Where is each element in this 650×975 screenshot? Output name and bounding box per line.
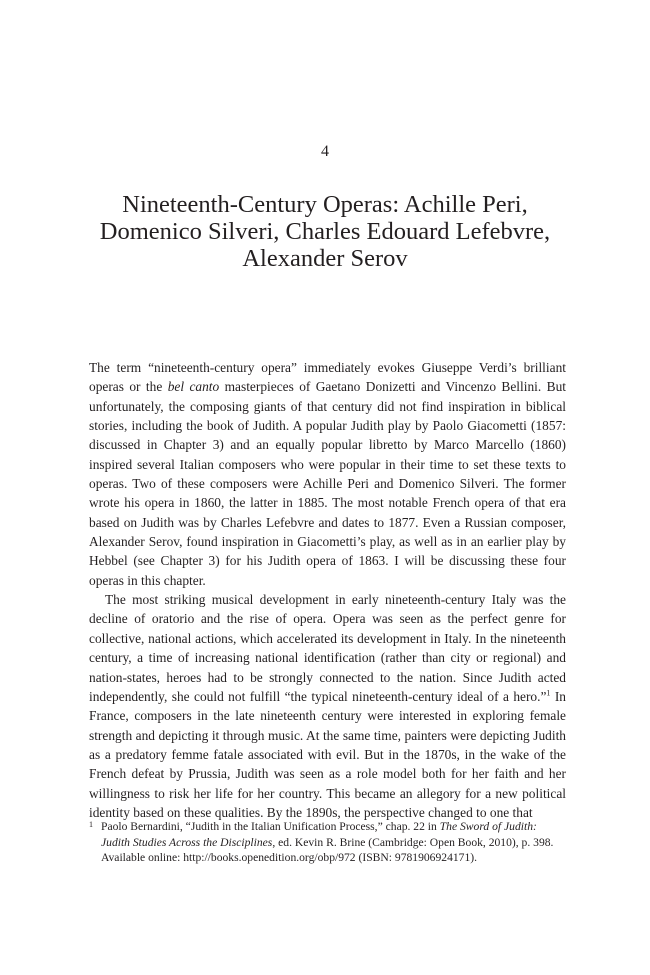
footnote [89, 819, 566, 866]
body-text [89, 358, 566, 822]
footnote-text: Paolo Bernardini, “Judith in the Italian Unification Process,” chap. 22 in [101, 820, 440, 833]
footnote-body [101, 819, 566, 866]
chapter-title-line: Alexander Serov [242, 245, 408, 272]
paragraph-text: In France, composers in the late nineteenth century were interested in exploring female strength and depicting it through music. At the same time, painters were depicting Judith as a predatory femme fatale associated with evil. But in the 1870s, in the wake of the French defeat by Prussia, Judith was seen as a role model both for her faith and her willingness to risk her life for her country. This became an allegory for a new political identity based on these qualities. By the 1890s, the perspective changed to one that [89, 688, 566, 820]
paragraph-text: masterpieces of Gaetano Donizetti and Vincenzo Bellini. But unfortunately, the composing giants of that century did not find inspiration in biblical stories, including the book of Judith. A popular Judith play by Paolo Giacometti (1857: discussed in Chapter 3) and an equally popular libretto by Marco Marcello (1860) inspired several Italian composers who were popular in their time to set these texts to operas. Two of these composers were Achille Peri and Domenico Silveri. The former wrote his opera in 1860, the latter in 1885. The most notable French opera of that era based on Judith was by Charles Lefebvre and dates to 1877. Even a Russian composer, Alexander Serov, found inspiration in Giacometti’s play, as well as in an earlier play by Hebbel (see Chapter 3) for his Judith opera of 1863. I will be discussing these four operas in this chapter. [89, 379, 566, 588]
paragraph-text: The most striking musical development in early nineteenth-century Italy was the decline of oratorio and the rise of opera. Opera was seen as the perfect genre for collective, national actions, which accelerated its development in Italy. In the nineteenth century, a time of increasing national identification (rather than city or regional) and nation-states, heroes had to be strongly connected to the nation. Since Judith acted independently, she could not fulfill “the typical nineteenth-century ideal of a hero.” [89, 592, 566, 704]
footnote-mark: 1 [89, 820, 93, 829]
footnote-reference: 1 [546, 688, 551, 698]
paragraph-1 [89, 358, 566, 590]
chapter-title-line: Domenico Silveri, Charles Edouard Lefebvre, [99, 218, 551, 245]
footnote-book-title: The Sword of Judith: Judith Studies Across the Disciplines [101, 820, 537, 849]
chapter-title [60, 191, 590, 272]
chapter-title-line: Nineteenth-Century Operas: Achille Peri, [122, 191, 528, 218]
paragraph-text: The term “nineteenth-century opera” immediately evokes Giuseppe Verdi’s brilliant operas or the [89, 360, 566, 395]
chapter-number: 4 [321, 143, 329, 160]
footnote-text: , ed. Kevin R. Brine (Cambridge: Open Book, 2010), p. 398. Available online: http://books.openedition.org/obp/972 (ISBN: 9781906924171). [101, 835, 554, 864]
paragraph-2 [89, 590, 566, 822]
italic-term: bel canto [167, 379, 220, 395]
